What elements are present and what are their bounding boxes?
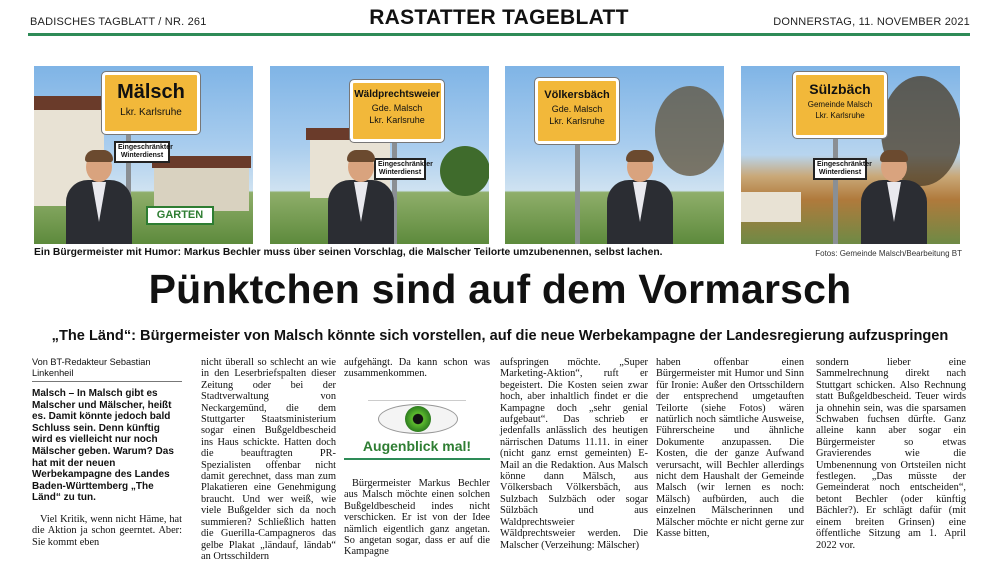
eye-icon xyxy=(368,400,466,435)
town-sign: Sülzbäch Gemeinde Malsch Lkr. Karlsruhe xyxy=(793,72,887,138)
photo-suelzbaech xyxy=(741,66,960,244)
article-column-1 xyxy=(32,357,182,548)
augenblick-label: Augenblick mal! xyxy=(362,438,472,454)
photo-strip xyxy=(34,66,962,244)
person-bechler xyxy=(64,152,134,244)
person-bechler xyxy=(859,152,929,244)
headline: Pünktchen sind auf dem Vormarsch xyxy=(148,266,852,312)
person-bechler xyxy=(605,152,675,244)
winter-sign: Eingeschränkter Winterdienst xyxy=(813,158,867,180)
augenblick-box xyxy=(344,398,490,462)
article-paragraph: sondern lieber eine Sammelrechnung direkt nach Stuttgart schicken. Also Rechnung statt Bußgeldbescheid. Teuer wirds ja ohnehin sein, was die sparsamen Schwaben fuchsen dürfte. Ganz alleine kann aber sogar ein Bürgermeister so etwas Gravierendes wie die Umbenennung von Ortsteilen nicht festlegen. „Das müsste der Gemeinderat noch entscheiden“, betont Bechler (oder künftig Bächler?). Er schlägt dafür (mit einem breiten Grinsen) eine öffentliche Sitzung am 1. April 2022 vor. xyxy=(816,357,966,551)
issue-date: DONNERSTAG, 11. NOVEMBER 2021 xyxy=(773,16,970,28)
author-byline: Von BT-Redakteur Sebastian Linkenheil xyxy=(32,357,182,382)
photo-maelsch xyxy=(34,66,253,244)
article-column-3b xyxy=(344,478,490,558)
article-paragraph: nicht überall so schlecht an wie in den Leserbriefspalten dieser Zeitung oder bei der Stadtverwaltung von Neckargemünd, die dem Stuttgarter Staatsministerium sogar einen Bußgeldbescheid ins Haus schickte. Hatten doch die beauftragten PR-Spezialisten offenbar nicht damit gerechnet, dass man zum Plakatieren eine Genehmigung braucht. Und wer weiß, wie viele Bußgelder sich da noch summieren? Schließlich hatten die Guerilla-Campagneros das gelbe Plakat „ländauf, ländab“ an Ortsschildern xyxy=(201,357,336,562)
photo-credit: Fotos: Gemeinde Malsch/Bearbeitung BT xyxy=(815,249,962,258)
page-header xyxy=(28,6,970,34)
article-column-4 xyxy=(500,357,648,551)
newspaper-title: RASTATTER TAGEBLATT xyxy=(369,6,629,29)
shop-sign: GARTEN xyxy=(146,206,214,225)
header-rule xyxy=(28,33,970,36)
newspaper-issue: BADISCHES TAGBLATT / NR. 261 xyxy=(30,16,207,28)
article-column-6 xyxy=(816,357,966,551)
article-column-2 xyxy=(201,357,336,562)
article-paragraph: Bürgermeister Markus Bechler aus Malsch möchte einen solchen Bußgeldbescheid indes nicht verschicken. Er ist von der Idee nämlich eigentlich ganz angetan. So angetan sogar, dass er auf die Kampagne xyxy=(344,478,490,558)
photo-voelkersbaech xyxy=(505,66,724,244)
subheadline: „The Länd“: Bürgermeister von Malsch könnte sich vorstellen, auf die neue Werbekampagne der Landesregierung aufzuspringen xyxy=(51,328,949,344)
article-column-3 xyxy=(344,357,490,380)
article-lead: Malsch – In Malsch gibt es Malscher und Mälscher, heißt es. Damit könnte jedoch bald Schluss sein. Denn künftig wird es vielleicht nur noch Mälscher geben. Warum? Das hat mit der neuen Werbekampagne des Landes Baden-Württemberg „The Länd“ zu tun. xyxy=(32,388,174,504)
article-paragraph: haben offenbar einen Bürgermeister mit Humor und Sinn für Ironie: Außer den Ortsschildern der entsprechend umgetauften Teilorte (siehe Fotos) wären natürlich noch sämtliche Ausweise, Führerscheine und ähnliche Dokumente anzupassen. Die Kosten, die der ganze Aufwand verursacht, will Bechler allerdings nicht dem Haushalt der Gemeinde Malsch (wir lernen es noch: Mälsch) aufbürden, auch die einzelnen Mälscherinnen und Mälscher möchte er nicht gerne zur Kasse bitten, xyxy=(656,357,804,540)
town-sign: Wäldprechtsweier Gde. Malsch Lkr. Karlsruhe xyxy=(350,80,444,142)
town-sign: Mälsch Lkr. Karlsruhe xyxy=(102,72,200,134)
article-column-5 xyxy=(656,357,804,540)
photo-caption: Ein Bürgermeister mit Humor: Markus Bechler muss über seinen Vorschlag, die Malscher Teilorte umzubenennen, selbst lachen. xyxy=(34,247,663,258)
article-paragraph: aufspringen möchte. „Super Marketing-Aktion“, ruft er begeistert. Die Kosten seien zwar hoch, aber inhaltlich findet er die Kampagne doch „sehr genial aufgebaut“. Das schrieb er jedenfalls anlässlich des heutigen närrischen Datums 11.11. in einer (nicht ganz ernst gemeinten) E-Mail an die Redaktion. Aus Malsch könne dann Mälsch, aus Völkersbach Völkersbäch, aus Sulzbach Sulzbäch oder sogar Sülzbäch und aus Waldprechtsweier Wäldprechtsweier werden. Die Malscher (Verzeihung: Mälscher) xyxy=(500,357,648,551)
person-bechler xyxy=(326,152,396,244)
article-paragraph: Viel Kritik, wenn nicht Häme, hat die Aktion ja schon geerntet. Aber: Sie kommt eben xyxy=(32,513,182,548)
town-sign: Völkersbäch Gde. Malsch Lkr. Karlsruhe xyxy=(535,78,619,144)
winter-sign: Eingeschränkter Winterdienst xyxy=(374,158,426,180)
photo-waeldprechtsweier xyxy=(270,66,489,244)
article-paragraph: aufgehängt. Da kann schon was zusammenkommen. xyxy=(344,357,490,380)
winter-sign: Eingeschränkter Winterdienst xyxy=(114,141,170,163)
